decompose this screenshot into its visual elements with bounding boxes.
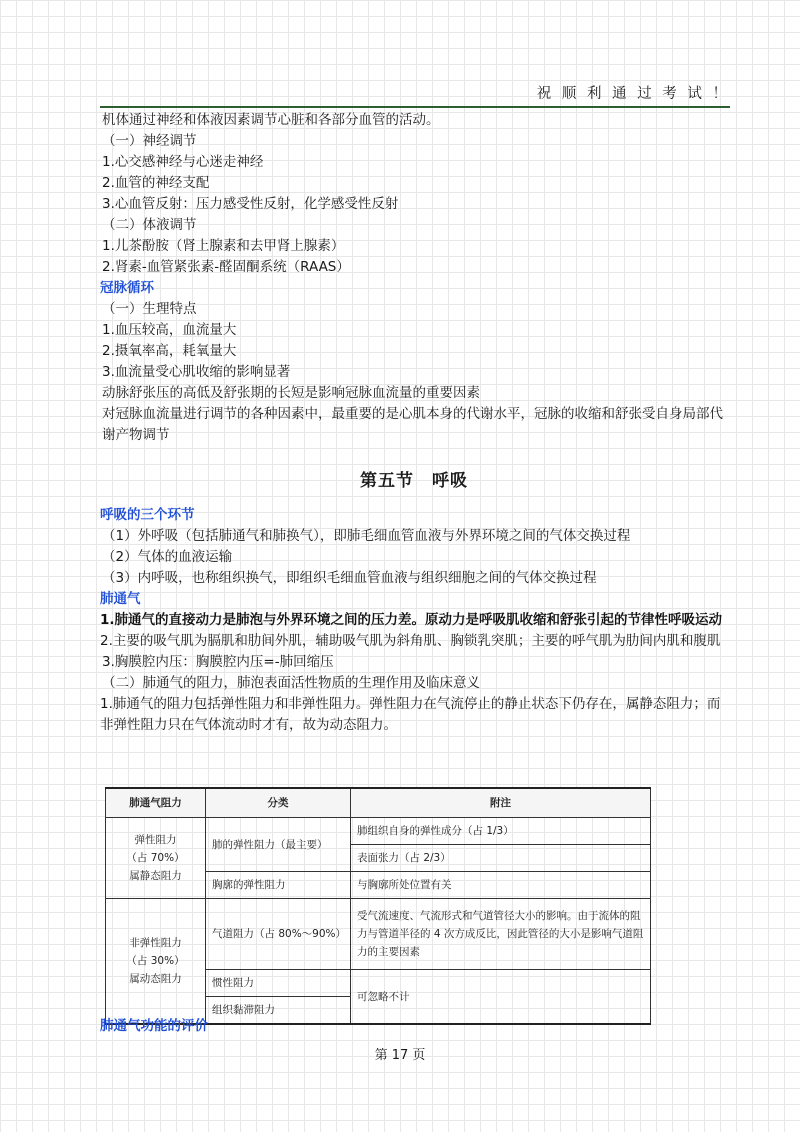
coronary-subtitle: （一）生理特点 <box>102 301 197 317</box>
elastic-resistance-cell <box>106 818 206 899</box>
three-links-item: （1）外呼吸（包括肺通气和肺换气），即肺毛细血管血液与外界环境之间的气体交换过程 <box>102 528 631 544</box>
coronary-title: 冠脉循环 <box>100 280 154 296</box>
neural-item: 2.血管的神经支配 <box>102 175 210 191</box>
cell-line: 属动态阻力 <box>129 973 182 985</box>
negligible-note: 可忽略不计 <box>351 970 651 1025</box>
coronary-item: 1.血压较高，血流量大 <box>102 322 237 338</box>
humoral-item: 2.肾素-血管紧张素-醛固酮系统（RAAS） <box>102 259 350 275</box>
inelastic-resistance-cell <box>106 899 206 1025</box>
viscous-type: 组织黏滞阻力 <box>206 997 351 1025</box>
resistance-point: 1.肺通气的阻力包括弹性阻力和非弹性阻力。弹性阻力在气流停止的静止状态下仍存在，属静态阻力；而非弹性阻力只在气体流动时才有，故为动态阻力。 <box>100 696 721 733</box>
neural-item: 3.心血管反射：压力感受性反射，化学感受性反射 <box>102 196 399 212</box>
ventilation-point: 2.主要的吸气肌为膈肌和肋间外肌，辅助吸气肌为斜角肌、胸锁乳突肌；主要的呼气肌为肋间内肌和腹肌 <box>100 633 721 649</box>
table-row <box>106 899 651 970</box>
resistance-title: （二）肺通气的阻力，肺泡表面活性物质的生理作用及临床意义 <box>102 675 480 691</box>
humoral-item: 1.儿茶酚胺（肾上腺素和去甲肾上腺素） <box>102 238 345 254</box>
ventilation-evaluation-title: 肺通气功能的评价 <box>100 1018 208 1034</box>
chest-elastic-note: 与胸廓所处位置有关 <box>351 872 651 899</box>
inertial-type: 惯性阻力 <box>206 970 351 997</box>
resistance-table <box>105 787 651 1025</box>
lung-elastic-type: 肺的弹性阻力（最主要） <box>206 818 351 872</box>
table-header: 肺通气阻力 <box>106 788 206 818</box>
intro-text: 机体通过神经和体液因素调节心脏和各部分血管的活动。 <box>102 112 440 128</box>
page-number: 第 17 页 <box>374 1048 426 1063</box>
humoral-title: （二）体液调节 <box>102 217 197 233</box>
three-links-title: 呼吸的三个环节 <box>100 507 195 523</box>
ventilation-bold-point: 1.肺通气的直接动力是肺泡与外界环境之间的压力差。原动力是呼吸肌收缩和舒张引起的节律性呼吸运动 <box>100 612 723 628</box>
section-title: 第五节 呼吸 <box>360 471 468 491</box>
cell-line: 弹性阻力 <box>134 834 177 846</box>
page-header <box>100 82 730 108</box>
page-content <box>100 110 728 736</box>
table-header: 附注 <box>351 788 651 818</box>
cell-line: 非弹性阻力 <box>129 937 182 949</box>
lung-elastic-note: 肺组织自身的弹性成分（占 1/3） <box>351 818 651 845</box>
airway-note: 受气流速度、气流形式和气道管径大小的影响。由于流体的阻力与管道半径的 4 次方成反比，因此管径的大小是影响气道阻力的主要因素 <box>351 899 651 970</box>
table-header: 分类 <box>206 788 351 818</box>
coronary-note: 对冠脉血流量进行调节的各种因素中，最重要的是心肌本身的代谢水平，冠脉的收缩和舒张受自身局部代谢产物调节 <box>102 406 723 443</box>
lung-elastic-note: 表面张力（占 2/3） <box>351 845 651 872</box>
chest-elastic-type: 胸廓的弹性阻力 <box>206 872 351 899</box>
table-header-row <box>106 788 651 818</box>
airway-type: 气道阻力（占 80%～90%） <box>206 899 351 970</box>
neural-item: 1.心交感神经与心迷走神经 <box>102 154 264 170</box>
cell-line: （占 70%） <box>126 852 185 864</box>
ventilation-title: 肺通气 <box>100 591 141 607</box>
cell-line: （占 30%） <box>126 955 185 967</box>
cell-line: 属静态阻力 <box>129 870 182 882</box>
three-links-item: （2）气体的血液运输 <box>102 549 233 565</box>
coronary-note: 动脉舒张压的高低及舒张期的长短是影响冠脉血流量的重要因素 <box>102 385 480 401</box>
three-links-item: （3）内呼吸，也称组织换气，即组织毛细血管血液与组织细胞之间的气体交换过程 <box>102 570 597 586</box>
coronary-item: 3.血流量受心肌收缩的影响显著 <box>102 364 291 380</box>
neural-title: （一）神经调节 <box>102 133 197 149</box>
ventilation-point: 3.胸膜腔内压：胸膜腔内压=-肺回缩压 <box>102 654 334 670</box>
header-slogan: 祝 顺 利 通 过 考 试 ！ <box>536 86 730 102</box>
table-row <box>106 818 651 845</box>
coronary-item: 2.摄氧率高，耗氧量大 <box>102 343 237 359</box>
